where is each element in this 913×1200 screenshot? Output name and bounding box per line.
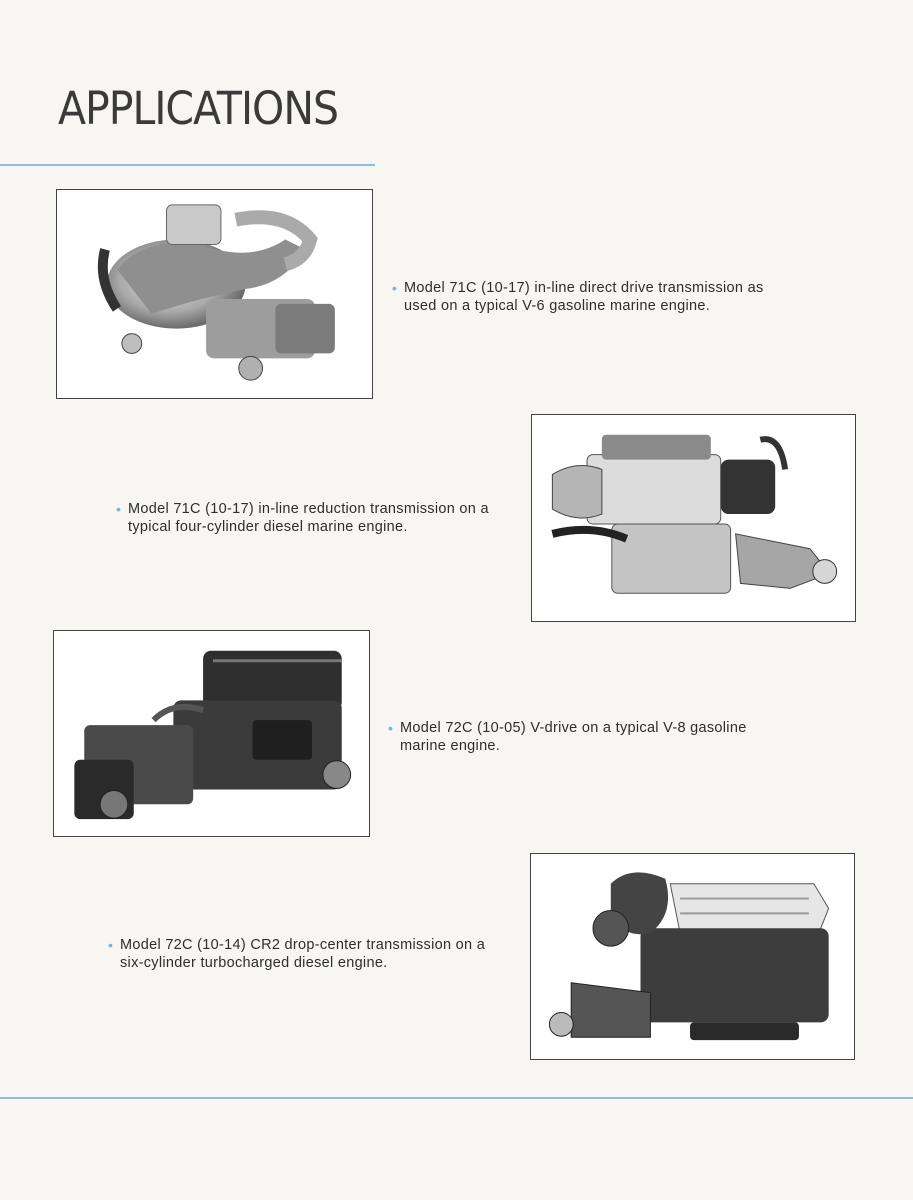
caption-v8-v-drive — [388, 719, 800, 755]
title-rule — [0, 164, 375, 166]
caption-line: six-cylinder turbocharged diesel engine. — [120, 955, 388, 971]
caption-line: Model 72C (10-05) V-drive on a typical V-8 gasoline — [400, 720, 747, 736]
caption-four-cylinder-reduction — [116, 500, 528, 536]
caption-line: Model 72C (10-14) CR2 drop-center transmission on a — [120, 937, 486, 953]
page-title: APPLICATIONS — [58, 82, 339, 135]
six-cylinder-turbo-diesel-engine-photo — [530, 853, 855, 1060]
caption-v6-direct-drive — [392, 279, 804, 315]
four-cylinder-diesel-engine-photo — [531, 414, 856, 622]
caption-line: typical four-cylinder diesel marine engine. — [128, 519, 408, 535]
caption-six-cylinder-drop-center — [108, 936, 520, 972]
footer-rule — [0, 1097, 913, 1099]
caption-line: used on a typical V-6 gasoline marine engine. — [404, 298, 711, 314]
caption-line: marine engine. — [400, 738, 501, 754]
v6-gasoline-engine-photo — [56, 189, 373, 399]
caption-line: Model 71C (10-17) in-line reduction transmission on a — [128, 501, 489, 517]
bullet-icon: • — [116, 501, 122, 517]
caption-line: Model 71C (10-17) in-line direct drive transmission as — [404, 280, 764, 296]
bullet-icon: • — [108, 937, 114, 953]
v8-gasoline-engine-photo — [53, 630, 370, 837]
bullet-icon: • — [392, 280, 398, 296]
bullet-icon: • — [388, 720, 394, 736]
